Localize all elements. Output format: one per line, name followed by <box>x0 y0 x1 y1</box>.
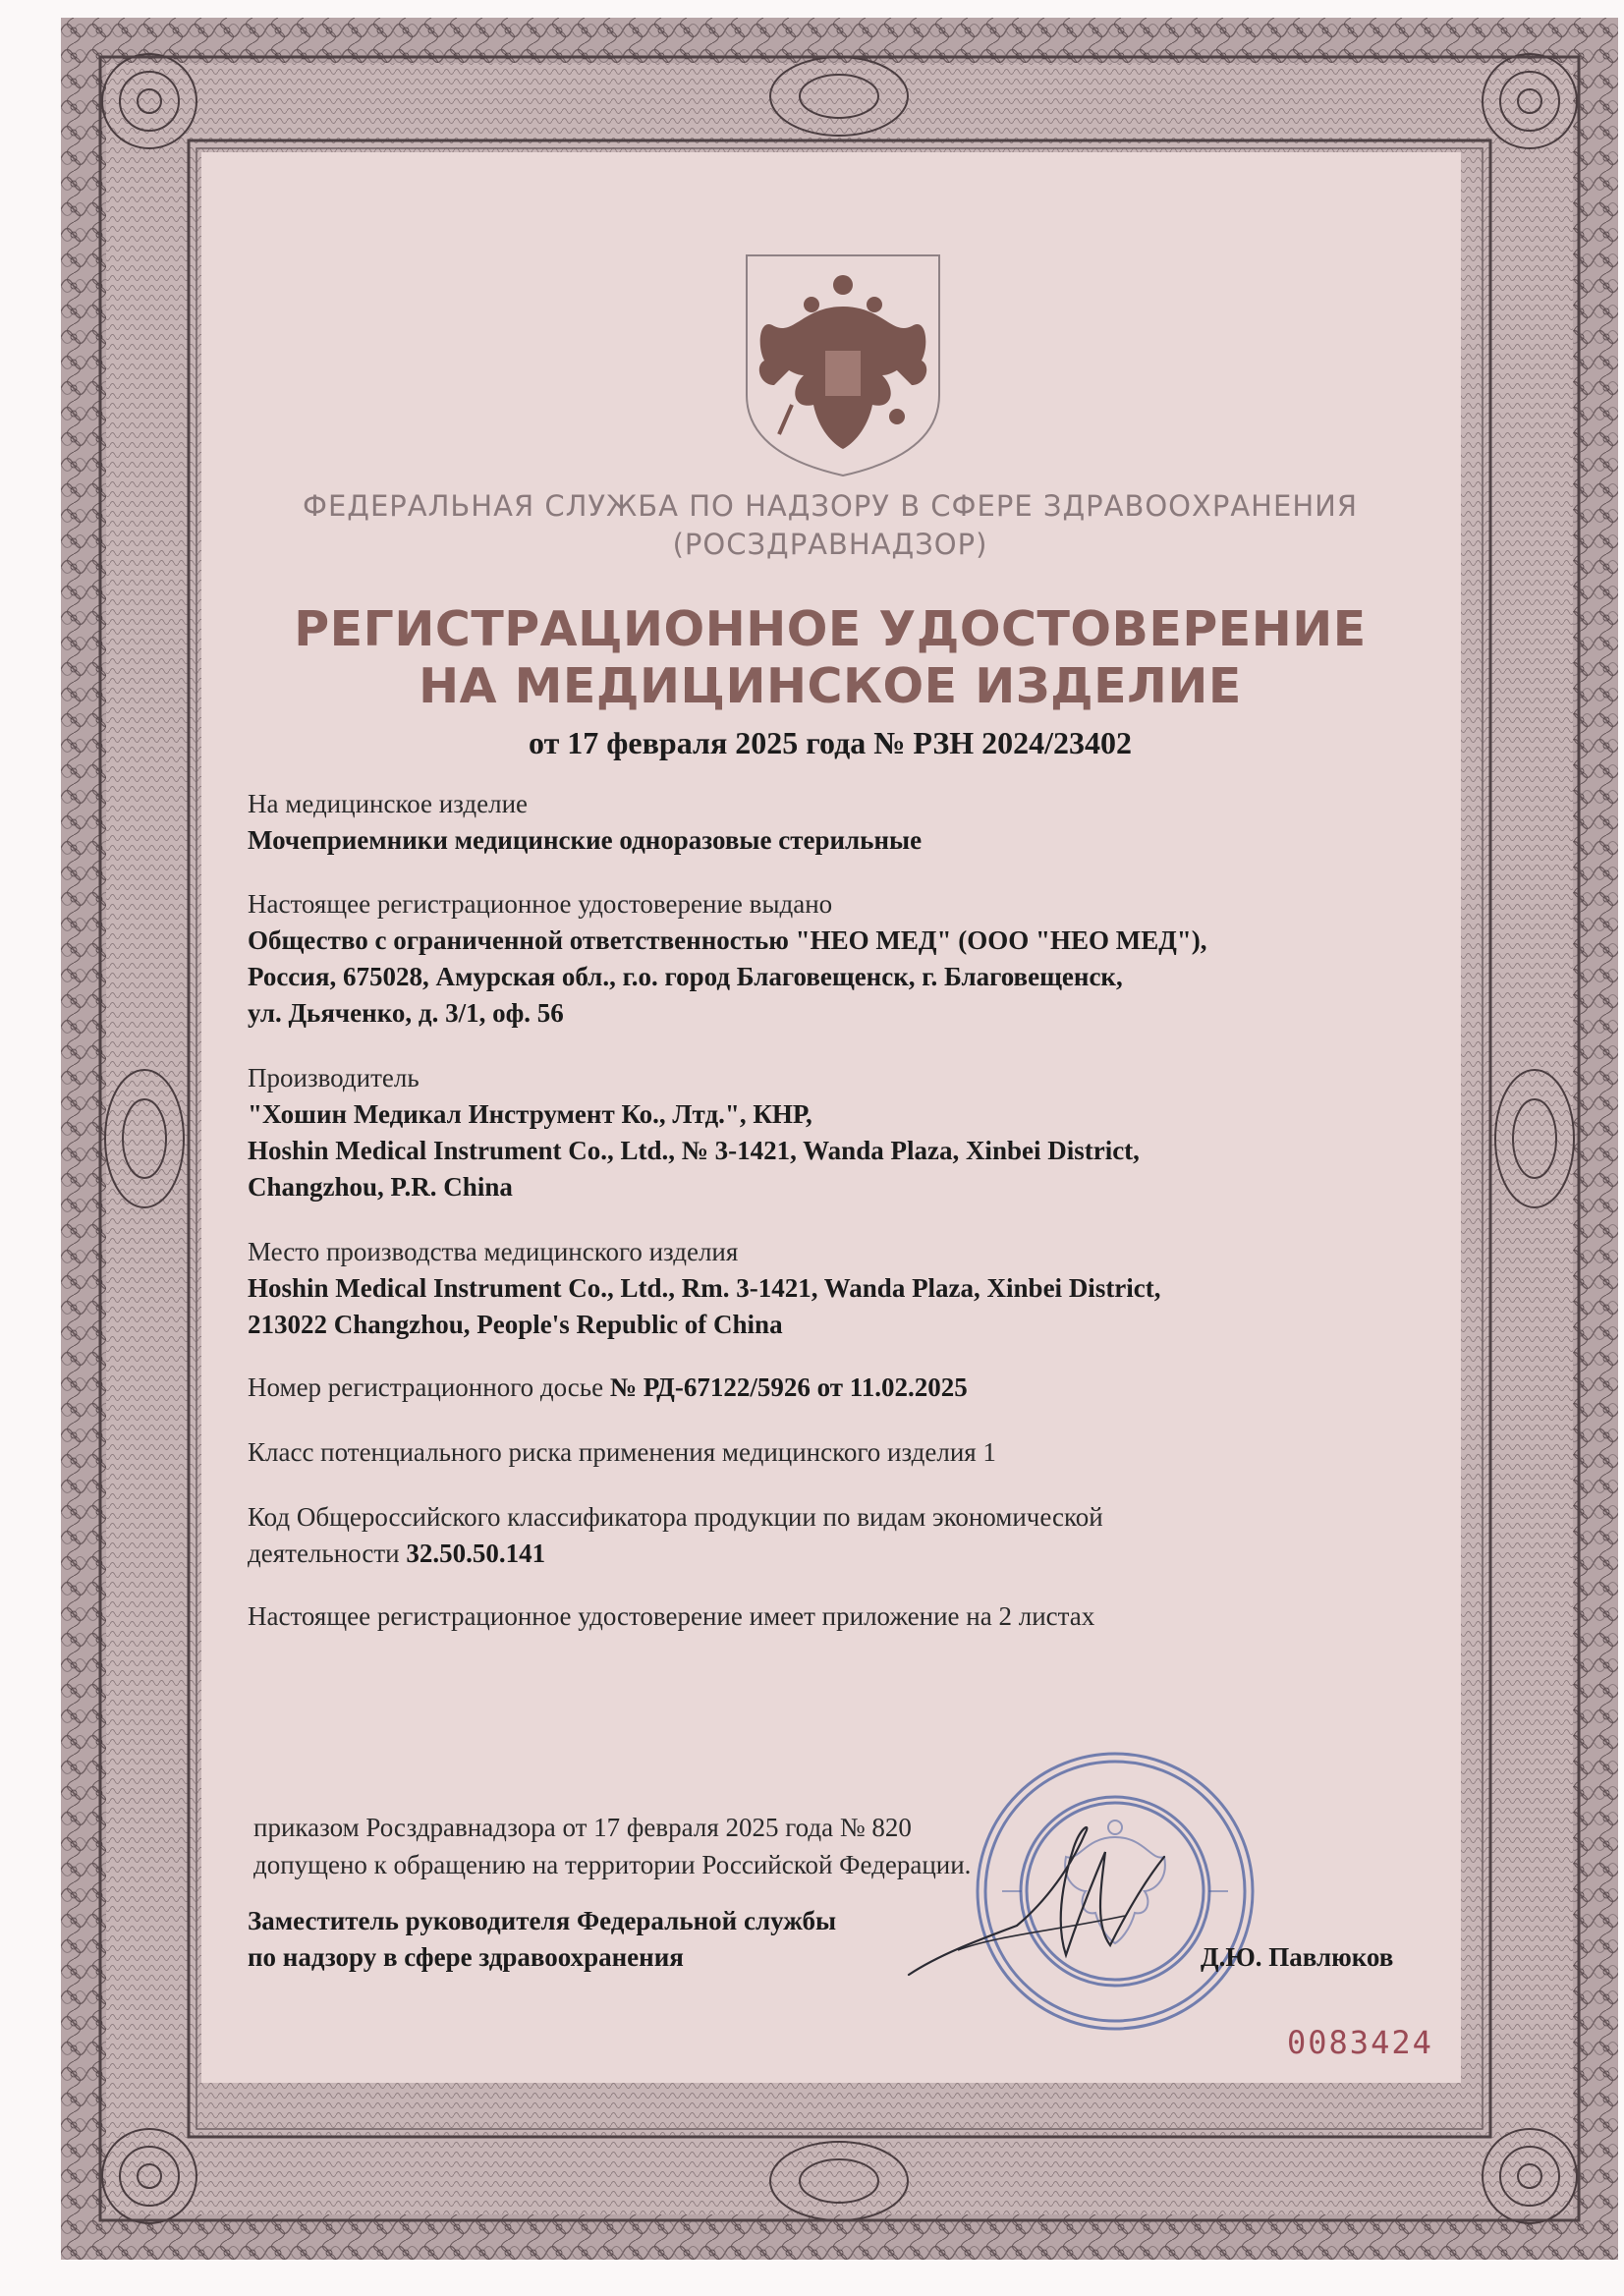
manufacturer-line: Changzhou, P.R. China <box>248 1172 513 1202</box>
okpd-label: Код Общероссийского классификатора продукции по видам экономической <box>248 1502 1103 1532</box>
dossier-row <box>248 1372 968 1403</box>
agency-abbreviation: (РОСЗДРАВНАДЗОР) <box>672 528 988 561</box>
signatory-position: по надзору в сфере здравоохранения <box>248 1942 684 1972</box>
issued-to-line: Россия, 675028, Амурская обл., г.о. город Благовещенск, г. Благовещенск, <box>248 962 1123 991</box>
manufacturer-label: Производитель <box>248 1063 420 1092</box>
manufacturer-line: Hoshin Medical Instrument Co., Ltd., № 3-1421, Wanda Plaza, Xinbei District, <box>248 1136 1140 1165</box>
production-site-line: Hoshin Medical Instrument Co., Ltd., Rm. 3-1421, Wanda Plaza, Xinbei District, <box>248 1273 1161 1303</box>
production-site-label: Место производства медицинского изделия <box>248 1237 739 1266</box>
manufacturer-line: "Хошин Медикал Инструмент Ко., Лтд.", КНР, <box>248 1099 812 1129</box>
appendix-note: Настоящее регистрационное удостоверение имеет приложение на 2 листах <box>248 1601 1095 1631</box>
coat-of-arms-icon <box>735 248 951 478</box>
okpd-label-cont: деятельности <box>248 1539 407 1568</box>
agency-name: ФЕДЕРАЛЬНАЯ СЛУЖБА ПО НАДЗОРУ В СФЕРЕ ЗДРАВООХРАНЕНИЯ <box>303 489 1358 523</box>
risk-class: Класс потенциального риска применения медицинского изделия 1 <box>248 1437 996 1467</box>
document-subtitle: НА МЕДИЦИНСКОЕ ИЗДЕЛИЕ <box>419 658 1242 714</box>
issued-to-line: Общество с ограниченной ответственностью "НЕО МЕД" (ООО "НЕО МЕД"), <box>248 925 1207 955</box>
serial-number: 0083424 <box>1287 2024 1433 2061</box>
order-line: допущено к обращению на территории Российской Федерации. <box>253 1850 972 1879</box>
issued-to-label: Настоящее регистрационное удостоверение выдано <box>248 889 833 919</box>
okpd-code: 32.50.50.141 <box>406 1539 546 1568</box>
document-title: РЕГИСТРАЦИОННОЕ УДОСТОВЕРЕНИЕ <box>294 601 1367 657</box>
signature-icon <box>899 1808 1184 1994</box>
order-line: приказом Росздравнадзора от 17 февраля 2025 года № 820 <box>253 1813 912 1842</box>
signatory-name: Д.Ю. Павлюков <box>1201 1942 1394 1972</box>
issued-to-line: ул. Дьяченко, д. 3/1, оф. 56 <box>248 998 564 1028</box>
certificate-date-number: от 17 февраля 2025 года № РЗН 2024/23402 <box>528 725 1133 760</box>
signatory-position: Заместитель руководителя Федеральной службы <box>248 1906 837 1935</box>
device-name: Мочеприемники медицинские одноразовые стерильные <box>248 825 923 855</box>
production-site-line: 213022 Changzhou, People's Republic of China <box>248 1310 783 1339</box>
device-label: На медицинское изделие <box>248 789 529 818</box>
okpd-row <box>248 1539 545 1569</box>
dossier-label: Номер регистрационного досье <box>248 1372 610 1402</box>
dossier-number: № РД-67122/5926 от 11.02.2025 <box>609 1372 968 1402</box>
